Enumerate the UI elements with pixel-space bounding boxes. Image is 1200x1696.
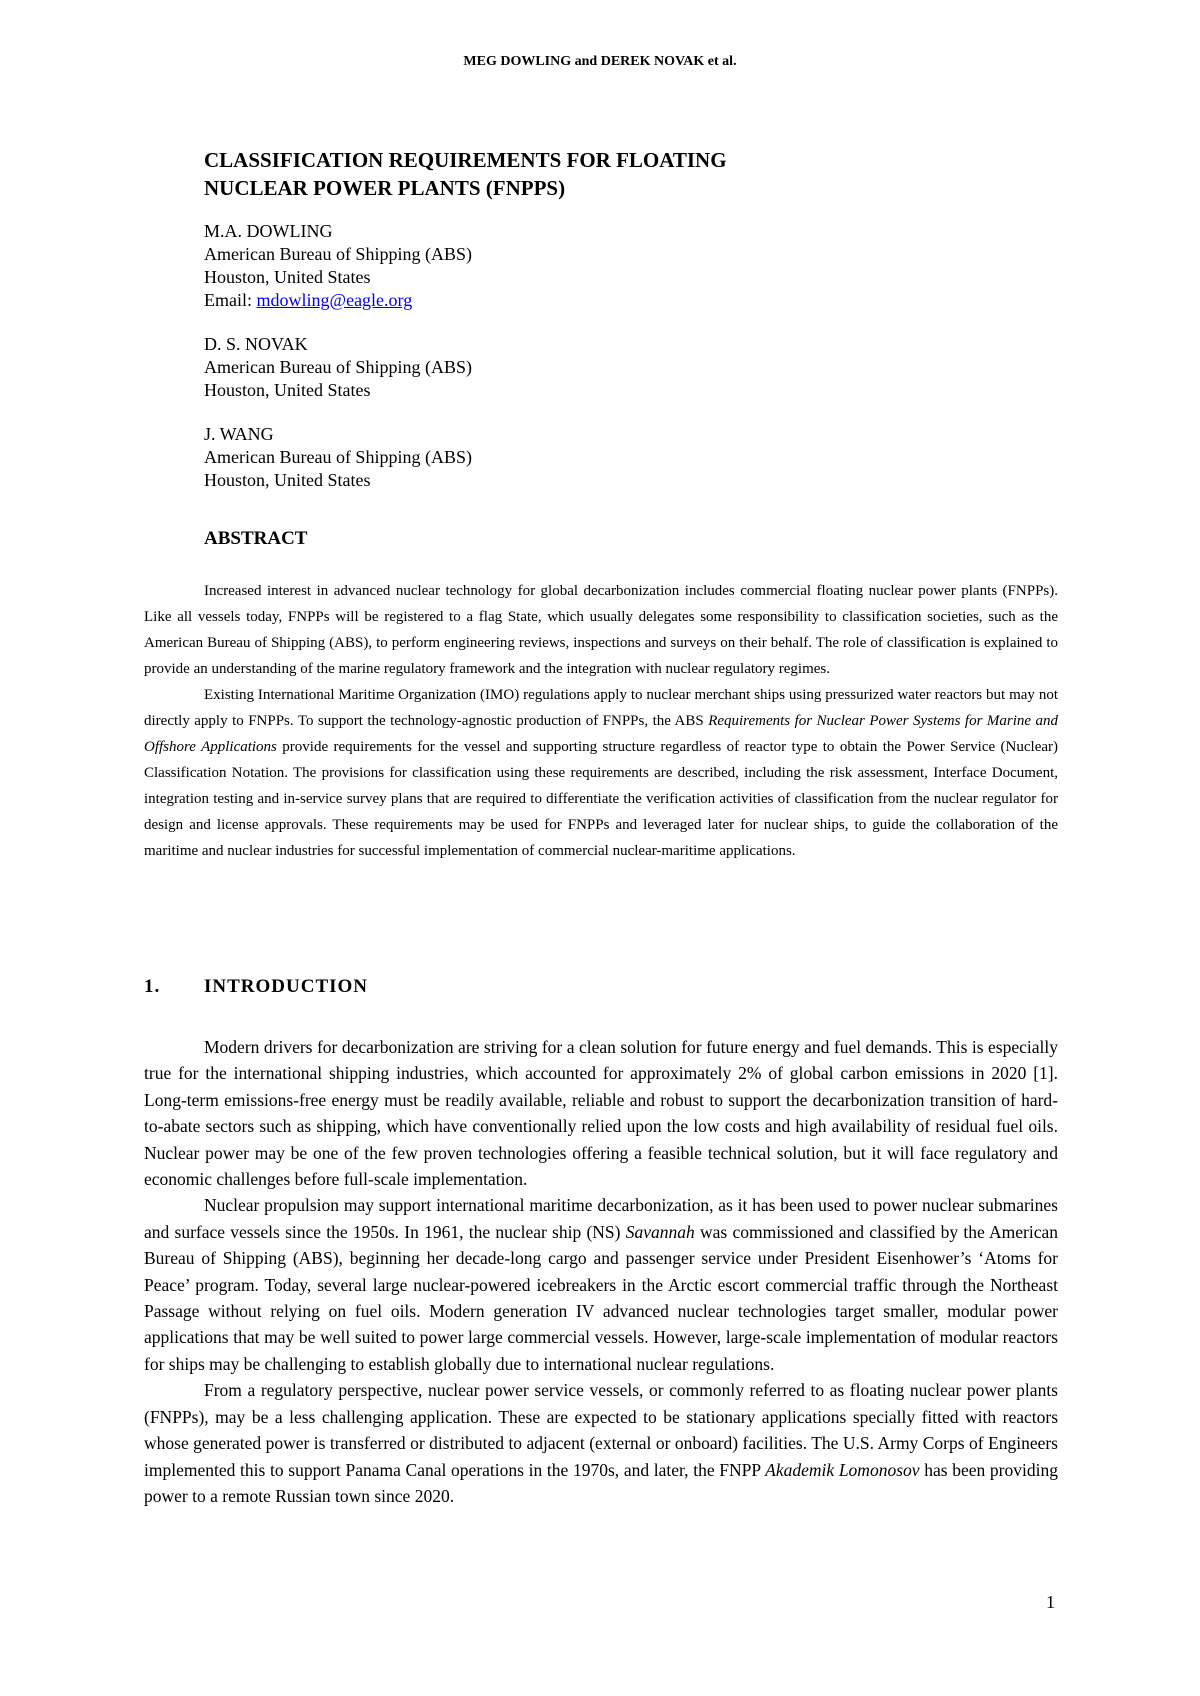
- paper-title: [204, 146, 1064, 202]
- author-affiliation: American Bureau of Shipping (ABS): [204, 447, 472, 467]
- abstract-p2-title-italic: Requirements for Nuclear Power Systems for Marine and Offshore Applications: [144, 713, 1058, 755]
- author-name: D. S. NOVAK: [204, 334, 308, 354]
- intro-p3-text-a: From a regulatory perspective, nuclear power service vessels, or commonly referred to as floating nuclear power plants (FNPPs), may be a less challenging application. These are expected to be stationary applications specially fitted with reactors whose generated power is transferred or distributed to adjacent (external or onboard) facilities. The U.S. Army Corps of Engineers implemented this to support Panama Canal operations in the 1970s, and later, the FNPP: [144, 1380, 1058, 1480]
- section-heading-introduction: [144, 976, 368, 998]
- running-head: MEG DOWLING and DEREK NOVAK et al.: [463, 54, 737, 69]
- abstract-heading: ABSTRACT: [204, 528, 308, 549]
- author-affiliation: American Bureau of Shipping (ABS): [204, 244, 472, 264]
- intro-p2-text-a: Nuclear propulsion may support international maritime decarbonization, as it has been used to power nuclear submarines and surface vessels since the 1950s. In 1961, the nuclear ship (NS): [144, 1195, 1058, 1242]
- paper-title-line-1: CLASSIFICATION REQUIREMENTS FOR FLOATING: [204, 148, 727, 172]
- author-3: [204, 423, 1064, 492]
- author-1: [204, 220, 1064, 312]
- intro-p2-ship-name: Savannah: [625, 1221, 695, 1242]
- abstract-body: [144, 578, 1058, 864]
- email-link[interactable]: mdowling@eagle.org: [256, 290, 413, 310]
- author-email-line: [204, 289, 1064, 312]
- abstract-paragraph-2: [144, 682, 1058, 864]
- intro-p3-text-b: has been providing power to a remote Russian town since 2020.: [144, 1459, 1058, 1506]
- intro-paragraph-3: [144, 1377, 1058, 1509]
- author-location: Houston, United States: [204, 380, 371, 400]
- intro-p2-text-b: was commissioned and classified by the American Bureau of Shipping (ABS), beginning her decade-long cargo and passenger service under President Eisenhower’s ‘Atoms for Peace’ program. Today, several large nuclear-powered icebreakers in the Arctic escort commercial traffic through the Northeast Passage without relying on fuel oils. Modern generation IV advanced nuclear technologies target smaller, modular power applications that may be well suited to power large commercial vessels. However, large-scale implementation of modular reactors for ships may be challenging to establish globally due to international nuclear regulations.: [144, 1221, 1058, 1374]
- paper-title-line-2: NUCLEAR POWER PLANTS (FNPPS): [204, 176, 566, 200]
- abstract-p2-text-a: Existing International Maritime Organization (IMO) regulations apply to nuclear merchant ships using pressurized water reactors but may not directly apply to FNPPs. To support the technology-agnostic production of FNPPs, the ABS: [144, 687, 1058, 729]
- author-name: J. WANG: [204, 424, 274, 444]
- author-2: [204, 333, 1064, 402]
- author-location: Houston, United States: [204, 267, 371, 287]
- intro-p3-ship-name: Akademik Lomonosov: [765, 1459, 920, 1480]
- intro-paragraph-2: [144, 1192, 1058, 1377]
- abstract-paragraph-1: Increased interest in advanced nuclear technology for global decarbonization includes commercial floating nuclear power plants (FNPPs). Like all vessels today, FNPPs will be registered to a flag State, which usually delegates some responsibility to classification societies, such as the American Bureau of Shipping (ABS), to perform engineering reviews, inspections and surveys on their behalf. The role of classification is explained to provide an understanding of the marine regulatory framework and the integration with nuclear regulatory regimes.: [144, 583, 1058, 677]
- title-block: [204, 146, 1064, 513]
- introduction-body: [144, 1034, 1058, 1509]
- section-title: INTRODUCTION: [204, 976, 369, 997]
- intro-paragraph-1: Modern drivers for decarbonization are striving for a clean solution for future energy and fuel demands. This is especially true for the international shipping industries, which accounted for approximately 2% of global carbon emissions in 2020 [1]. Long-term emissions-free energy must be readily available, reliable and robust to support the decarbonization transition of hard-to-abate sectors such as shipping, which have conventionally relied upon the low costs and high availability of residual fuel oils. Nuclear power may be one of the few proven technologies offering a feasible technical solution, but it will face regulatory and economic challenges before full-scale implementation.: [144, 1037, 1058, 1190]
- author-location: Houston, United States: [204, 470, 371, 490]
- page-number: 1: [1046, 1592, 1055, 1612]
- email-label: Email:: [204, 290, 257, 310]
- author-list: [204, 220, 1064, 492]
- section-number: 1.: [144, 976, 161, 997]
- author-affiliation: American Bureau of Shipping (ABS): [204, 357, 472, 377]
- abstract-p2-text-b: provide requirements for the vessel and supporting structure regardless of reactor type to obtain the Power Service (Nuclear) Classification Notation. The provisions for classification using these requirements are described, including the risk assessment, Interface Document, integration testing and in-service survey plans that are required to differentiate the verification activities of classification from the nuclear regulator for design and license approvals. These requirements may be used for FNPPs and leveraged later for nuclear ships, to guide the collaboration of the maritime and nuclear industries for successful implementation of commercial nuclear-maritime applications.: [144, 739, 1059, 859]
- author-name: M.A. DOWLING: [204, 221, 333, 241]
